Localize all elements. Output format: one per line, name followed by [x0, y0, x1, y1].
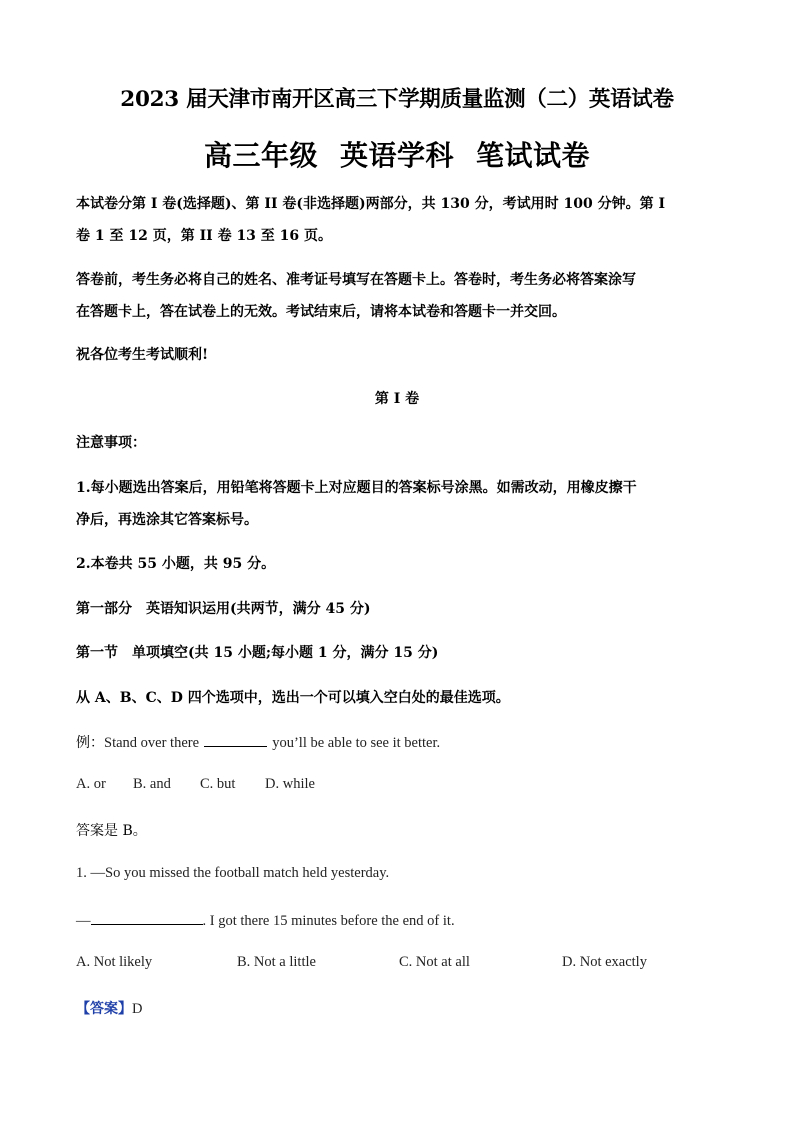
answer-value: D: [132, 1001, 143, 1017]
question-1-option-c: C. Not at all: [399, 954, 470, 970]
question-1-response-text: . I got there 15 minutes before the end of it.: [202, 913, 455, 929]
part-1-section-1-heading: 第一节 单项填空(共 15 小题;每小题 1 分，满分 15 分): [76, 645, 439, 661]
answer-tag: 【答案】: [76, 1001, 132, 1017]
example-stem: [76, 732, 440, 752]
question-1-option-d: D. Not exactly: [562, 954, 647, 970]
part-1-heading: 第一部分 英语知识运用(共两节，满分 45 分): [76, 601, 371, 617]
exam-subtitle: [0, 134, 794, 174]
example-option-b: B. and: [133, 776, 171, 792]
notice-item-1-line-2: 净后，再选涂其它答案标号。: [76, 512, 258, 528]
example-blank: [204, 746, 267, 747]
question-1-option-a: A. Not likely: [76, 954, 153, 970]
question-1-option-b: B. Not a little: [237, 954, 316, 970]
intro-line-2: 卷 1 至 12 页，第 II 卷 13 至 16 页。: [76, 228, 333, 244]
question-1-dash: —: [76, 913, 91, 929]
intro-line-5: 祝各位考生考试顺利!: [76, 347, 209, 363]
example-option-d: D. while: [265, 776, 315, 792]
intro-line-1: 本试卷分第 I 卷(选择题)、第 II 卷(非选择题)两部分，共 130 分，考试用时 100 分钟。第 I: [76, 196, 666, 212]
notice-item-1-line-1: 1.每小题选出答案后，用铅笔将答题卡上对应题目的答案标号涂黑。如需改动，用橡皮擦干: [76, 480, 637, 496]
example-stem-after: you’ll be able to see it better.: [272, 735, 441, 751]
intro-line-3: 答卷前，考生务必将自己的姓名、准考证号填写在答题卡上。答卷时，考生务必将答案涂写: [76, 272, 636, 288]
question-1-blank: [91, 924, 203, 925]
instruction-text: 从 A、B、C、D 四个选项中，选出一个可以填入空白处的最佳选项。: [76, 690, 510, 706]
example-option-a: A. or: [76, 776, 106, 792]
notice-heading: 注意事项：: [76, 435, 146, 451]
question-1-response: [76, 910, 455, 930]
subtitle-grade: 高三年级: [203, 139, 318, 172]
subtitle-subject: 英语学科: [339, 139, 454, 172]
example-answer: 答案是 B。: [76, 823, 147, 839]
exam-title: 2023 届天津市南开区高三下学期质量监测（二）英语试卷: [120, 87, 674, 112]
example-stem-before: Stand over there: [104, 735, 200, 751]
question-1-answer: [76, 998, 142, 1018]
notice-item-2: 2.本卷共 55 小题，共 95 分。: [76, 556, 276, 572]
intro-line-4: 在答题卡上，答在试卷上的无效。考试结束后，请将本试卷和答题卡一并交回。: [76, 304, 566, 320]
example-prefix: 例：: [76, 735, 104, 751]
subtitle-type: 笔试试卷: [476, 139, 591, 172]
question-1-stem: 1. —So you missed the football match held yesterday.: [76, 865, 390, 881]
example-option-c: C. but: [200, 776, 236, 792]
volume-label: 第 I 卷: [374, 391, 420, 407]
